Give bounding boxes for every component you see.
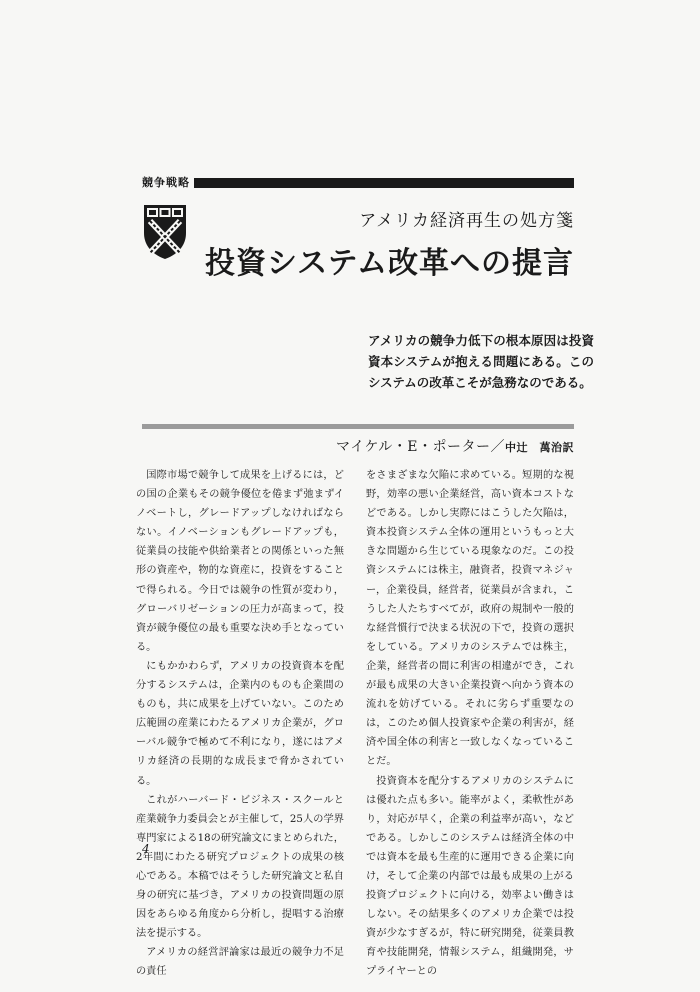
author-name: マイケル・E・ポーター／	[336, 439, 505, 455]
translator-name: 中辻 萬治訳	[505, 441, 574, 454]
lead-paragraph: アメリカの競争力低下の根本原因は投資資本システムが抱える問題にある。このシステムの改革こそが急務なのである。	[368, 333, 594, 390]
section-label: 競争戦略	[142, 176, 190, 189]
body-paragraph: アメリカの経営評論家は最近の競争力不足の責任	[136, 947, 344, 978]
body-paragraph: 投資資本を配分するアメリカのシステムには優れた点も多い。能率がよく，柔軟性があり，対応が早く，企業の利益率が高い，などである。しかしこのシステムは経済全体の中では資本を最も生産的に運用できる企業に向け，そして企業の内部では最も成果の上がる投資プロジェクトに向ける，効率よい働きはしない。その結果多くのアメリカ企業では投資が少なすぎるが，特に研究開発，従業員教育や技能開発，情報システム，組織開発，サプライヤーとの	[366, 775, 574, 978]
article-title: 投資システム改革への提言	[205, 246, 574, 281]
body-paragraph: これがハーバード・ビジネス・スクールと産業競争力委員会とが主催して，25人の学界専門家による18の研究論文にまとめられた，2年間にわたる研究プロジェクトの成果の核心である。本稿ではそうした研究論文と私自身の研究に基づき，アメリカの投資問題の原因をあらゆる角度から分析し，提唱する治療法を提示する。	[136, 794, 344, 940]
body-column-right	[366, 466, 574, 982]
page-number: 4	[142, 842, 150, 856]
body-column-left	[136, 466, 344, 982]
byline	[336, 436, 574, 456]
harvard-shield-icon	[142, 203, 188, 261]
header-rule	[194, 178, 574, 188]
body-paragraph: 国際市場で競争して成果を上げるには，どの国の企業もその競争優位を倦まず弛まずイノベートし，グレードアップしなければならない。イノベーションもグレードアップも，従業員の技能や供給業者との関係といった無形の資産や，物的な資産に，投資をすることで得られる。今日では競争の性質が変わり，グローバリゼーションの圧力が高まって，投資が競争優位の最も重要な決め手となっている。	[136, 470, 344, 653]
article-subtitle: アメリカ経済再生の処方箋	[359, 211, 574, 231]
body-paragraph: をさまざまな欠陥に求めている。短期的な視野，効率の悪い企業経営，高い資本コストなどである。しかし実際にはこうした欠陥は，資本投資システム全体の運用というもっと大きな問題から生じている現象なのだ。この投資システムには株主，融資者，投資マネジャー，企業役員，経営者，従業員が含まれ，こうした人たちすべてが，政府の規制や一般的な経営慣行で決まる状況の下で，投資の選択をしている。アメリカのシステムでは株主，企業，経営者の間に利害の相違ができ，これが最も成果の大きい企業投資へ向かう資本の流れを妨げている。それに劣らず重要なのは，このため個人投資家や企業の利害が，経済や国全体の利害と一致しなくなっていることだ。	[366, 470, 574, 768]
byline-rule	[142, 424, 574, 429]
body-paragraph: にもかかわらず，アメリカの投資資本を配分するシステムは，企業内のものも企業間のものも，共に成果を上げていない。このため広範囲の産業にわたるアメリカ企業が，グローバル競争で極めて不利になり，遂にはアメリカ経済の長期的な成長まで脅かされている。	[136, 660, 344, 787]
